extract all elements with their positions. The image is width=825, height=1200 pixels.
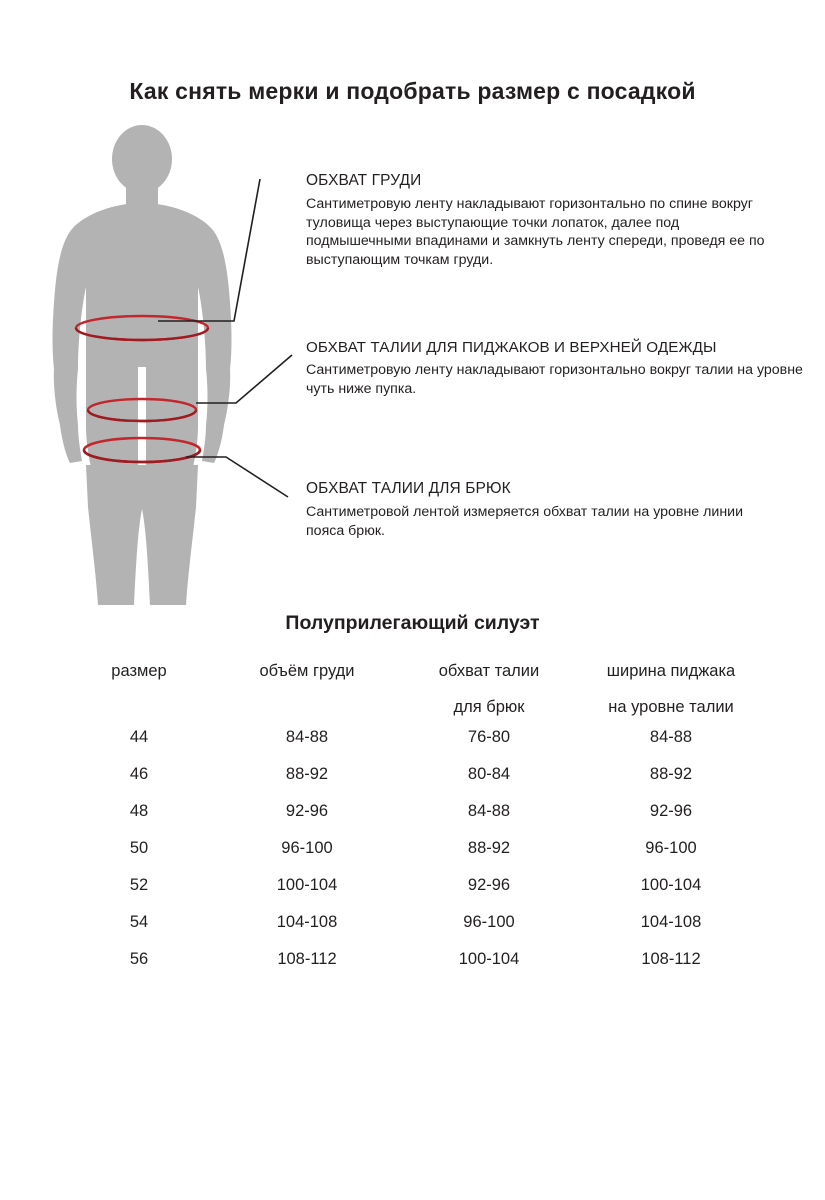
- callout-trouser-waist: [306, 480, 776, 540]
- cell-waist: 88-92: [467, 839, 511, 857]
- cell-size: 56: [129, 950, 149, 968]
- size-table: [62, 662, 762, 978]
- table-row: [62, 941, 762, 978]
- cell-jacket-width: 104-108: [640, 913, 702, 931]
- callout-chest-body: Сантиметровую ленту накладывают горизонтально по спине вокруг туловища через выступающие точки лопаток, далее под подмышечными впадинами и замкнуть ленту спереди, проведя ее по выступающим точкам груди.: [306, 196, 765, 269]
- right-forearm-shape: [206, 369, 230, 425]
- callout-jacket-waist-body: Сантиметровую ленту накладывают горизонтально вокруг талии на уровне чуть ниже пупка.: [306, 362, 803, 397]
- cell-jacket-width: 88-92: [649, 765, 693, 783]
- cell-jacket-width: 96-100: [645, 839, 697, 857]
- table-row: [62, 793, 762, 830]
- cell-chest: 108-112: [277, 950, 337, 968]
- header-line1: обхват талии: [438, 662, 540, 680]
- cell-chest: 96-100: [281, 839, 333, 857]
- trouser-leader-line: [186, 457, 288, 497]
- size-table-header-cell: [580, 662, 762, 719]
- header-line1: размер: [111, 662, 167, 680]
- page-title: Как снять мерки и подобрать размер с посадкой: [129, 78, 696, 104]
- size-table-header-cell: [62, 662, 216, 719]
- cell-size: 50: [129, 839, 149, 857]
- header-line1: объём груди: [259, 662, 355, 680]
- size-table-head: [62, 662, 762, 719]
- cell-jacket-width: 92-96: [649, 802, 693, 820]
- head-shape: [112, 125, 172, 193]
- cell-chest: 88-92: [285, 765, 329, 783]
- cell-jacket-width: 84-88: [649, 728, 693, 746]
- table-row: [62, 904, 762, 941]
- size-table-title: Полуприлегающий силуэт: [285, 612, 540, 634]
- table-row: [62, 719, 762, 756]
- measurement-figure: [20, 125, 310, 605]
- callout-trouser-waist-title: ОБХВАТ ТАЛИИ ДЛЯ БРЮК: [306, 480, 511, 497]
- header-line1: ширина пиджака: [606, 662, 736, 680]
- size-table-header-cell: [398, 662, 580, 719]
- cell-waist: 80-84: [467, 765, 511, 783]
- left-forearm-shape: [54, 369, 78, 425]
- cell-chest: 100-104: [276, 876, 338, 894]
- cell-jacket-width: 108-112: [641, 950, 701, 968]
- size-table-header-cell: [216, 662, 398, 719]
- callout-jacket-waist: [306, 339, 806, 398]
- cell-waist: 76-80: [467, 728, 511, 746]
- legs-shape: [86, 465, 198, 605]
- cell-waist: 84-88: [467, 802, 511, 820]
- header-line2: на уровне талии: [608, 698, 734, 716]
- torso-shape: [53, 203, 232, 473]
- cell-size: 54: [129, 913, 149, 931]
- cell-chest: 84-88: [285, 728, 329, 746]
- callout-trouser-waist-body: Сантиметровой лентой измеряется обхват талии на уровне линии пояса брюк.: [306, 504, 744, 539]
- cell-chest: 92-96: [285, 802, 329, 820]
- male-torso-illustration: [20, 125, 310, 605]
- cell-chest: 104-108: [276, 913, 338, 931]
- table-row: [62, 756, 762, 793]
- header-line2: для брюк: [453, 698, 525, 716]
- table-row: [62, 867, 762, 904]
- callout-jacket-waist-title: ОБХВАТ ТАЛИИ ДЛЯ ПИДЖАКОВ И ВЕРХНЕЙ ОДЕЖДЫ: [306, 339, 717, 356]
- left-hand-shape: [60, 425, 82, 463]
- callout-chest-title: ОБХВАТ ГРУДИ: [306, 172, 422, 189]
- cell-waist: 96-100: [463, 913, 515, 931]
- cell-size: 52: [129, 876, 149, 894]
- table-row: [62, 830, 762, 867]
- cell-size: 46: [129, 765, 149, 783]
- cell-waist: 92-96: [467, 876, 511, 894]
- cell-waist: 100-104: [458, 950, 520, 968]
- cell-size: 44: [129, 728, 149, 746]
- size-table-body: [62, 719, 762, 978]
- size-table-header-row: [62, 662, 762, 719]
- cell-jacket-width: 100-104: [640, 876, 702, 894]
- callout-chest: [306, 172, 786, 270]
- cell-size: 48: [129, 802, 149, 820]
